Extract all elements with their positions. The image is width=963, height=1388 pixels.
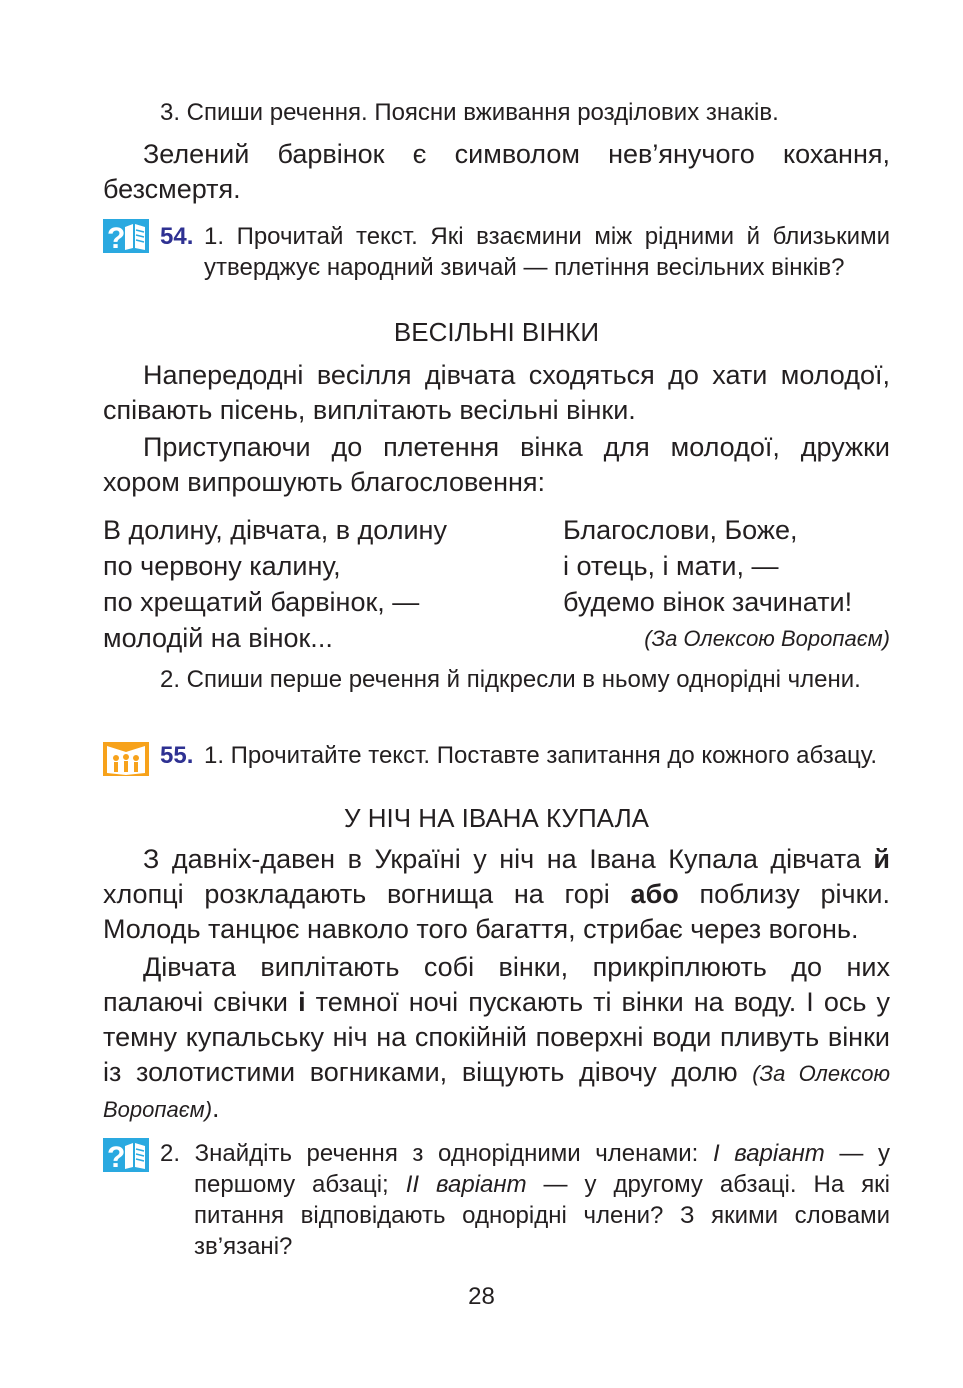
poem-right-column (563, 512, 852, 620)
variant-label: ІІ варіант (405, 1171, 527, 1198)
text-run: — у другому абзаці. На які питання відповідають однорідні члени? З якими словами зв’язані? (194, 1171, 891, 1260)
page-number: 28 (468, 1283, 495, 1310)
svg-text:?: ? (107, 1141, 126, 1172)
exercise-54-task-1: 1. Прочитай текст. Які взаємини між рідними й близькими утверджує народний звичай — плетіння весільних вінків? (204, 223, 890, 281)
text-title-kupala (103, 802, 890, 834)
poem-line: В долину, дівчата, в долину (103, 515, 447, 545)
poem-line: по червону калину, (103, 551, 341, 581)
group-reading-icon (103, 742, 149, 776)
text-54-paragraph-1: Напередодні весілля дівчата сходяться до хати молодої, співають пісень, виплітають весільні вінки. (103, 360, 890, 425)
exercise-54-number: 54. (160, 223, 194, 250)
bold-conjunction: й (873, 844, 890, 874)
poem-line: Благослови, Боже, (563, 515, 798, 545)
source-attribution: (За Олексою Воропаєм) (103, 1061, 890, 1122)
text-title-vesilni-vinky: ВЕСІЛЬНІ ВІНКИ (393, 317, 600, 347)
task-3: 3. Спиши речення. Поясни вживання розділових знаків. (160, 99, 779, 126)
poem-line: і отець, і мати, — (563, 551, 779, 581)
text-run: темної ночі пускають ті вінки на воду. І ось у темну купальську ніч на спокійній поверхні води пливуть вінки із золотистими вогниками, віщують дівочу долю (103, 987, 891, 1087)
exercise-55-task-1: 1. Прочитайте текст. Поставте запитання до кожного абзацу. (204, 742, 878, 769)
text-run: 2. Знайдіть речення з однорідними членами: (160, 1140, 713, 1167)
exercise-54-task-2: 2. Спиши перше речення й підкресли в ньому однорідні члени. (160, 666, 861, 693)
title-text: У НІЧ НА ІВАНА КУПАЛА (344, 803, 649, 833)
text-run: поблизу річки. Молодь танцює навколо того багаття, стрибає через вогонь. (103, 879, 890, 944)
source-attribution: (За Олексою Воропаєм) (644, 626, 890, 651)
exercise-55-number: 55. (160, 742, 194, 769)
text-55-paragraph-1 (103, 842, 890, 947)
poem-line: по хрещатий барвінок, — (103, 587, 420, 617)
text-55-paragraph-2 (103, 950, 890, 1127)
text-run: — у першому абзаці; (194, 1140, 891, 1198)
text-54-paragraph-2: Приступаючи до плетення вінка для молодої, дружки хором випрошують благословення: (103, 432, 890, 497)
bold-conjunction: або (630, 879, 679, 909)
question-book-icon (103, 219, 149, 253)
poem-line: молодій на вінок... (103, 623, 333, 653)
question-book-icon (103, 1138, 149, 1172)
text-run: . (212, 1093, 220, 1123)
poem-line: будемо вінок зачинати! (563, 587, 853, 617)
poem-left-column (103, 512, 447, 656)
variant-label: І варіант (712, 1140, 825, 1167)
bold-conjunction: і (298, 987, 306, 1017)
text-run: З давніх-давен в Україні у ніч на Івана Купала дівчата (143, 844, 874, 874)
example-sentence: Зелений барвінок є символом нев’янучого кохання, безсмертя. (103, 139, 890, 204)
exercise-55-task-2 (160, 1138, 890, 1262)
text-run: Дівчата виплітають собі вінки, прикріплюють до них палаючі свічки (103, 952, 890, 1017)
svg-text:?: ? (107, 222, 126, 253)
text-run: хлопці розкладають вогнища на горі (103, 879, 631, 909)
